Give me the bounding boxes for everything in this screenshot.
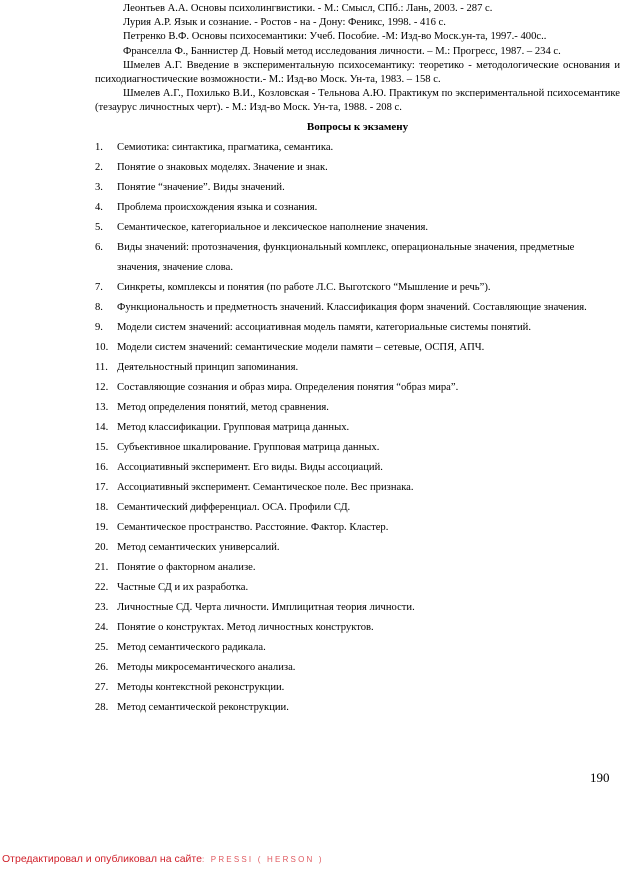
section-heading: Вопросы к экзамену xyxy=(306,121,409,133)
question-text: Метод классификации. Групповая матрица данных. xyxy=(117,422,350,433)
question-number: 23. xyxy=(95,602,109,613)
question-number: 28. xyxy=(95,702,109,713)
question-number: 20. xyxy=(95,542,109,553)
question-text: Ассоциативный эксперимент. Семантическое поле. Вес признака. xyxy=(117,482,414,493)
footer-text: Отредактировал и опубликовал на сайте xyxy=(2,853,202,865)
question-text: Модели систем значений: семантические модели памяти – сетевые, ОСПЯ, АПЧ. xyxy=(117,342,485,353)
reference-item: Шмелев А.Г., Похилько В.И., Козловская - Тельнова А.Ю. Практикум по экспериментальной психосемантике (тезаурус личностных черт). - М.: Изд-во Моск. Ун-та, 1988. - 208 с. xyxy=(95,88,620,114)
question-item xyxy=(95,478,620,498)
question-number: 25. xyxy=(95,642,109,653)
footer-credit[interactable] xyxy=(2,853,324,865)
reference-item: Франселла Ф., Баннистер Д. Новый метод исследования личности. – М.: Прогресс, 1987. – 234 с. xyxy=(123,45,561,57)
question-item xyxy=(95,578,620,598)
question-text: Метод семантических универсалий. xyxy=(117,542,280,553)
question-number: 7. xyxy=(95,282,103,293)
question-text: Понятие о конструктах. Метод личностных конструктов. xyxy=(117,622,374,633)
question-text: Личностные СД. Черта личности. Имплицитная теория личности. xyxy=(117,602,415,613)
question-text: Ассоциативный эксперимент. Его виды. Виды ассоциаций. xyxy=(117,462,383,473)
page-number: 190 xyxy=(590,770,610,785)
question-item xyxy=(95,558,620,578)
question-item xyxy=(95,518,620,538)
question-text: Семиотика: синтактика, прагматика, семантика. xyxy=(117,142,334,153)
reference-item: Петренко В.Ф. Основы психосемантики: Учеб. Пособие. -М: Изд-во Моск.ун-та, 1997.- 400с.. xyxy=(123,31,547,43)
question-text: Семантическое пространство. Расстояние. Фактор. Кластер. xyxy=(117,522,389,533)
question-number: 9. xyxy=(95,322,103,333)
reference-item: Лурия А.Р. Язык и сознание. - Ростов - на - Дону: Феникс, 1998. - 416 с. xyxy=(123,17,446,29)
question-item xyxy=(95,418,620,438)
question-text: Понятие “значение”. Виды значений. xyxy=(117,182,285,193)
question-item xyxy=(95,438,620,458)
question-number: 24. xyxy=(95,622,109,633)
question-item xyxy=(95,498,620,518)
question-number: 27. xyxy=(95,682,109,693)
question-text: Функциональность и предметность значений. Классификация форм значений. Составляющие значения. xyxy=(117,302,587,313)
question-text: Метод семантической реконструкции. xyxy=(117,702,289,713)
question-number: 19. xyxy=(95,522,109,533)
question-number: 4. xyxy=(95,202,103,213)
question-text: Методы микросемантического анализа. xyxy=(117,662,296,673)
question-number: 16. xyxy=(95,462,109,473)
question-item xyxy=(95,238,620,278)
question-item xyxy=(95,638,620,658)
question-text: Семантический дифференциал. ОСА. Профили СД. xyxy=(117,502,351,513)
question-text: Методы контекстной реконструкции. xyxy=(117,682,285,693)
question-text: Синкреты, комплексы и понятия (по работе Л.С. Выготского “Мышление и речь”). xyxy=(117,282,491,293)
question-number: 15. xyxy=(95,442,109,453)
question-item xyxy=(95,278,620,298)
question-number: 2. xyxy=(95,162,103,173)
question-number: 26. xyxy=(95,662,109,673)
question-text: Виды значений: протозначения, функциональный комплекс, операциональные значения, предметные значения, значение слова. xyxy=(117,242,575,273)
question-number: 10. xyxy=(95,342,109,353)
question-number: 5. xyxy=(95,222,103,233)
question-item xyxy=(95,658,620,678)
question-text: Частные СД и их разработка. xyxy=(117,582,249,593)
question-item xyxy=(95,138,620,158)
question-number: 22. xyxy=(95,582,109,593)
question-text: Проблема происхождения языка и сознания. xyxy=(117,202,318,213)
question-number: 21. xyxy=(95,562,109,573)
question-text: Метод семантического радикала. xyxy=(117,642,266,653)
question-text: Семантическое, категориальное и лексическое наполнение значения. xyxy=(117,222,429,233)
question-item xyxy=(95,698,620,718)
question-text: Субъективное шкалирование. Групповая матрица данных. xyxy=(117,442,380,453)
question-item xyxy=(95,218,620,238)
question-item xyxy=(95,178,620,198)
reference-item: Шмелев А.Г. Введение в экспериментальную психосемантику: теоретико - методологические основания и психодиагностические возможности.- М.: Изд-во Моск. Ун-та, 1983. – 158 с. xyxy=(95,59,620,86)
reference-item: Леонтьев А.А. Основы психолингвистики. - М.: Смысл, СПб.: Лань, 2003. - 287 с. xyxy=(123,3,493,14)
question-item xyxy=(95,378,620,398)
question-text: Составляющие сознания и образ мира. Определения понятия “образ мира”. xyxy=(117,382,459,393)
question-item xyxy=(95,618,620,638)
question-item xyxy=(95,338,620,358)
question-item xyxy=(95,678,620,698)
question-number: 18. xyxy=(95,502,109,513)
question-number: 3. xyxy=(95,182,103,193)
question-number: 6. xyxy=(95,242,103,253)
question-number: 13. xyxy=(95,402,109,413)
question-text: Понятие о знаковых моделях. Значение и знак. xyxy=(117,162,328,173)
question-item xyxy=(95,358,620,378)
question-item xyxy=(95,398,620,418)
question-number: 11. xyxy=(95,362,108,373)
question-number: 8. xyxy=(95,302,103,313)
question-item xyxy=(95,538,620,558)
question-text: Деятельностный принцип запоминания. xyxy=(117,362,299,373)
references-list xyxy=(95,2,620,116)
question-item xyxy=(95,198,620,218)
question-item xyxy=(95,318,620,338)
question-number: 1. xyxy=(95,142,103,153)
question-item xyxy=(95,458,620,478)
question-number: 12. xyxy=(95,382,109,393)
exam-questions-list xyxy=(95,138,620,718)
question-item xyxy=(95,598,620,618)
question-item xyxy=(95,158,620,178)
question-text: Модели систем значений: ассоциативная модель памяти, категориальные системы понятий. xyxy=(117,322,531,333)
question-number: 17. xyxy=(95,482,109,493)
question-text: Понятие о факторном анализе. xyxy=(117,562,256,573)
footer-site-link[interactable]: : PRESSI ( HERSON ) xyxy=(201,855,324,864)
question-item xyxy=(95,298,620,318)
question-number: 14. xyxy=(95,422,109,433)
question-text: Метод определения понятий, метод сравнения. xyxy=(117,402,329,413)
